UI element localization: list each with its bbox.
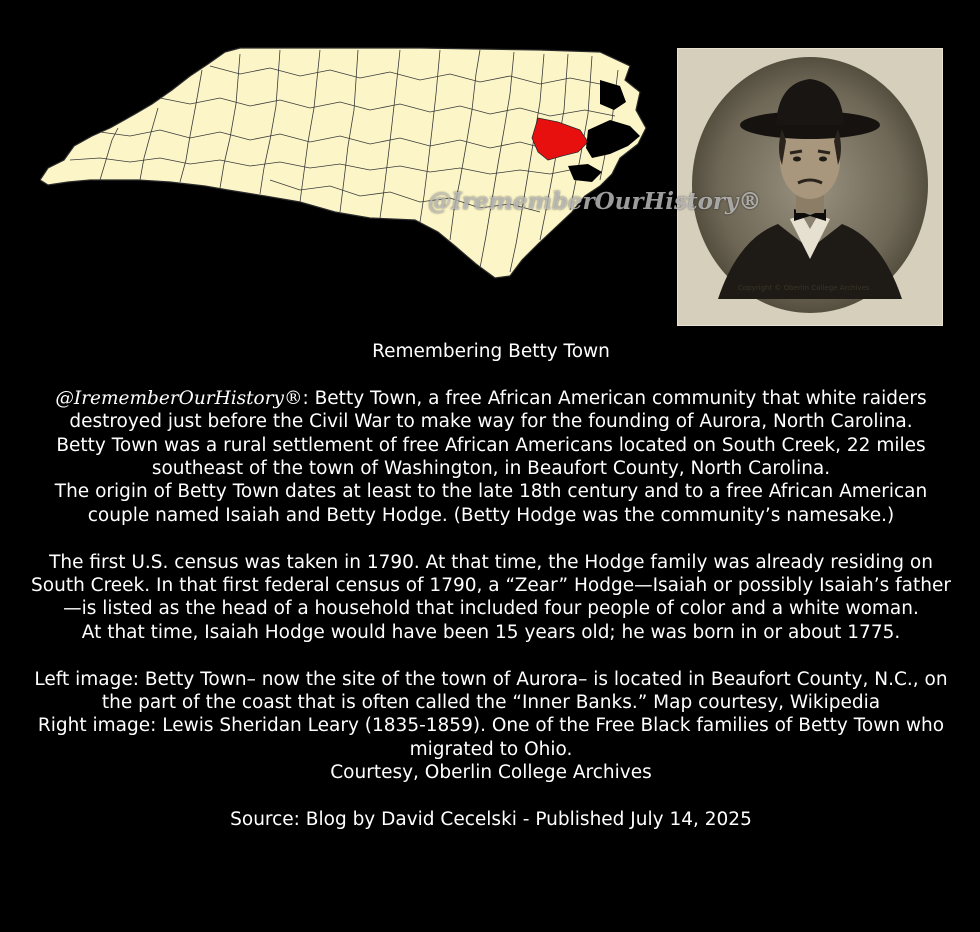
portrait-photo [677,48,943,326]
age-paragraph: At that time, Isaiah Hodge would have been 15 years old; he was born in or about 1775. [81,621,901,643]
courtesy-line: Courtesy, Oberlin College Archives [330,762,652,784]
photo-copyright: Copyright © Oberlin College Archives [738,284,870,292]
left-image-caption: Left image: Betty Town– now the site of the town of Aurora– is located in Beaufort County, N.C., on the part of the coast that is often called the “Inner Banks.” Map courtesy, Wikipedia [34,668,948,714]
watermark-text: @IrememberOurHistory® [428,188,762,215]
settlement-paragraph: Betty Town was a rural settlement of free African Americans located on South Creek, 22 miles southeast of the town of Washington, in Beaufort County, North Carolina. [56,434,926,480]
intro-paragraph [30,387,952,434]
north-carolina-map [40,40,660,285]
right-image-caption: Right image: Lewis Sheridan Leary (1835-1859). One of the Free Black families of Betty Town who migrated to Ohio. [37,715,945,760]
article-text [30,340,952,831]
handle-text: @IrememberOurHistory® [55,387,303,409]
source-line: Source: Blog by David Cecelski - Published July 14, 2025 [230,809,752,831]
state-outline [40,48,646,278]
origin-paragraph: The origin of Betty Town dates at least to the late 18th century and to a free African American couple named Isaiah and Betty Hodge. (Betty Hodge was the community’s namesake.) [54,481,928,526]
intro-text: : Betty Town, a free African American community that white raiders destroyed just before the Civil War to make way for the founding of Aurora, North Carolina. [69,387,927,433]
page-title: Remembering Betty Town [372,341,610,362]
census-paragraph: The first U.S. census was taken in 1790. At that time, the Hodge family was already residing on South Creek. In that first federal census of 1790, a “Zear” Hodge—Isaiah or possibly Isaiah’s father—is listed as the head of a household that included four people of color and a white woman. [31,551,951,620]
